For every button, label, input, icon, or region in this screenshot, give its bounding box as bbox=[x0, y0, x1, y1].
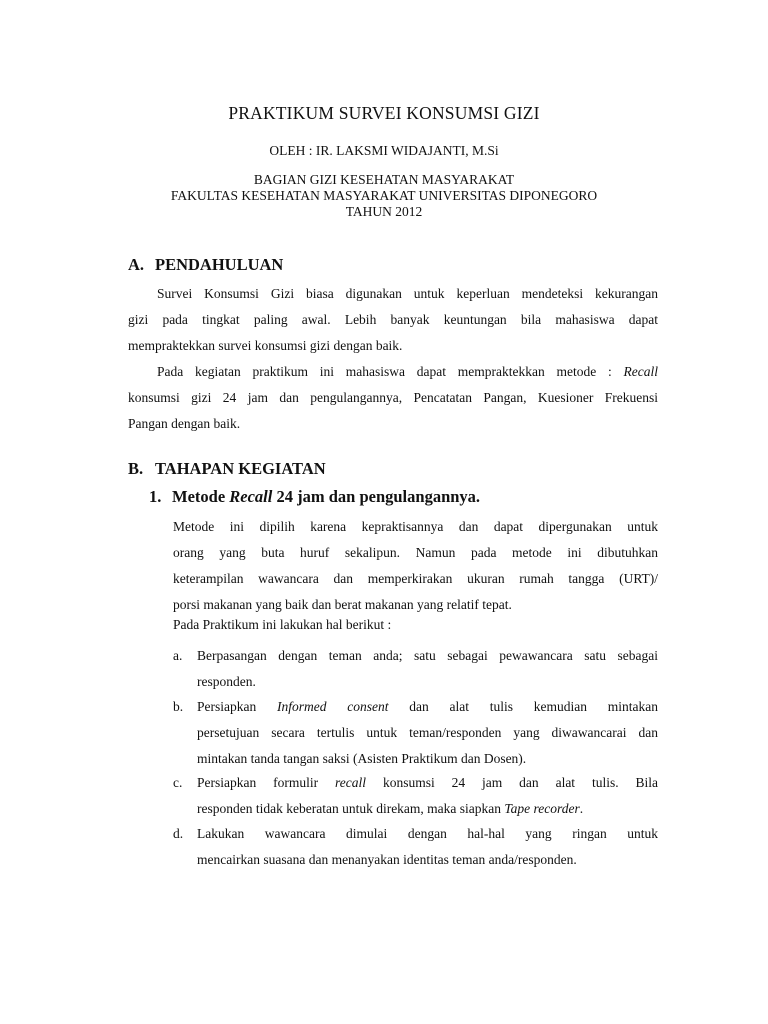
section-a-number: A. bbox=[128, 255, 145, 274]
list-item-line: Persiapkan formulir recall konsumsi 24 jam dan alat tulis. Bila bbox=[197, 775, 658, 790]
section-b-heading bbox=[128, 459, 326, 479]
subsection-1-body bbox=[173, 514, 658, 618]
list-item-line: responden. bbox=[197, 674, 256, 689]
institution-department: BAGIAN GIZI KESEHATAN MASYARAKAT bbox=[253, 172, 515, 187]
section-b-title: TAHAPAN KEGIATAN bbox=[155, 459, 326, 478]
paragraph-line: konsumsi gizi 24 jam dan pengulangannya, Pencatatan Pangan, Kuesioner Frekuensi bbox=[128, 390, 658, 405]
list-item-line: mintakan tanda tangan saksi (Asisten Praktikum dan Dosen). bbox=[197, 751, 527, 766]
list-marker: d. bbox=[173, 826, 184, 841]
list-marker: c. bbox=[173, 775, 183, 790]
list-item-line: Persiapkan Informed consent dan alat tulis kemudian mintakan bbox=[197, 699, 658, 714]
paragraph-line: keterampilan wawancara dan memperkirakan ukuran rumah tangga (URT)/ bbox=[173, 571, 658, 586]
paragraph-line: mempraktekkan survei konsumsi gizi dengan baik. bbox=[128, 338, 403, 353]
paragraph-line: orang yang buta huruf sekalipun. Namun pada metode ini dibutuhkan bbox=[173, 545, 658, 560]
section-b-number: B. bbox=[128, 459, 144, 478]
list-item-line: Lakukan wawancara dimulai dengan hal-hal yang ringan untuk bbox=[197, 826, 658, 841]
paragraph-line: Pangan dengan baik. bbox=[128, 416, 241, 431]
paragraph-line: Metode ini dipilih karena kepraktisannya dan dapat dipergunakan untuk bbox=[173, 519, 658, 534]
list-marker: a. bbox=[173, 648, 183, 663]
instruction-lead: Pada Praktikum ini lakukan hal berikut : bbox=[173, 617, 392, 632]
list-item-line: responden tidak keberatan untuk direkam, maka siapkan Tape recorder. bbox=[197, 801, 584, 816]
institution-year: TAHUN 2012 bbox=[345, 204, 423, 219]
document-title: PRAKTIKUM SURVEI KONSUMSI GIZI bbox=[228, 103, 540, 123]
list-item-line: persetujuan secara tertulis untuk teman/responden yang diwawancarai dan bbox=[197, 725, 658, 740]
paragraph-line: gizi pada tingkat paling awal. Lebih banyak keuntungan bila mahasiswa dapat bbox=[128, 312, 658, 327]
list-item-line: mencairkan suasana dan menanyakan identitas teman anda/responden. bbox=[197, 852, 577, 867]
list-marker: b. bbox=[173, 699, 184, 714]
paragraph-line: Survei Konsumsi Gizi biasa digunakan untuk keperluan mendeteksi kekurangan bbox=[157, 286, 658, 301]
institution-faculty: FAKULTAS KESEHATAN MASYARAKAT UNIVERSITAS DIPONEGORO bbox=[170, 188, 598, 203]
section-a-heading bbox=[128, 255, 283, 275]
section-a-body bbox=[128, 281, 658, 437]
author-line: OLEH : IR. LAKSMI WIDAJANTI, M.Si bbox=[269, 143, 499, 158]
list-item-line: Berpasangan dengan teman anda; satu sebagai pewawancara satu sebagai bbox=[197, 648, 658, 663]
section-a-title: PENDAHULUAN bbox=[155, 255, 284, 274]
subsection-1-number: 1. bbox=[149, 487, 162, 506]
subsection-1-heading: 1. Metode Recall 24 jam dan pengulangannya. bbox=[149, 487, 481, 506]
paragraph-line: porsi makanan yang baik dan berat makanan yang relatif tepat. bbox=[173, 597, 512, 612]
paragraph-line: Pada kegiatan praktikum ini mahasiswa dapat mempraktekkan metode : Recall bbox=[157, 364, 658, 379]
